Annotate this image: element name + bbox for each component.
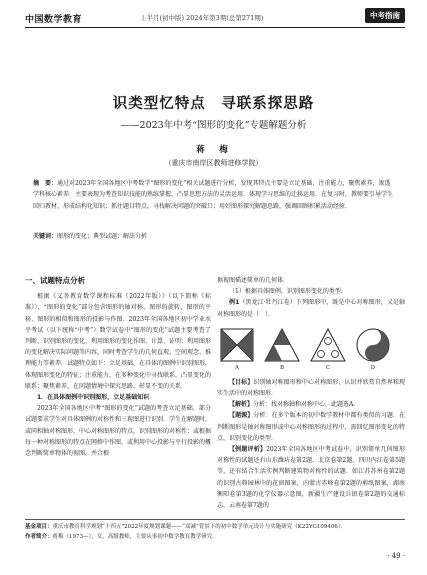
paragraph: 2023年全国各地区中考“图形的变化”试题的考查立足基础．部分试题要求学生对具体图例的对称性和三视图进行识别．学生在解题时，或同相轴对称图形、中心对称图形的特点，识别图形的对称性；或根据每一种对称图形的特点在网格中作图，或利用中心投影与平行投影的概念判断简单物体的视图，并合根 — [25, 405, 212, 458]
footnote-rule — [25, 519, 405, 520]
keywords-text: 图形的变化；典型试题；解法分析 — [57, 233, 148, 240]
issue-info: 上半月(初中版) 2024年第3期(总第271期) — [140, 14, 264, 22]
header-rule — [25, 27, 405, 28]
figure-option-a — [219, 327, 255, 374]
author-info-label: 作者简介： — [25, 533, 53, 540]
target-label: 【目标】 — [229, 378, 254, 386]
target-text: 识别轴对称图形和中心对称图形，认识并欣赏自然界和现实生活中的对称图形． — [217, 378, 405, 398]
example-text: 下列图形中，既是中心对称图形，又是轴对称图形的是（ ）． — [217, 299, 405, 318]
analysis-label: 【解析】 — [229, 401, 254, 409]
analysis-text: 分析：找对称轴和对称中心，此题选A． — [253, 401, 360, 409]
figure-option-b — [263, 327, 301, 374]
example-label: 例1 — [229, 299, 240, 307]
target-paragraph — [217, 377, 405, 399]
abstract-label: 摘 要： — [33, 180, 58, 187]
figure-options — [219, 324, 405, 374]
section-heading: 一、试题特点分析 — [25, 276, 85, 285]
eval-text: 2023年全国各地区中考试卷中，识别简单几何图形对称性的试题还有山东潍坊卷第2题、北京卷第2题、四川内江卷第5题等，还有结合生活实例判断建筑物对称性的试题．如江苏苏州卷第2题的识别古典园林中的花窗图案，内蒙古赤峰卷第2题的剪纸图案，湖南衡阳卷第3题的化学仪器示意图，新疆生产建设兵团卷第2题的交通标志，云南卷第7题的 — [217, 446, 405, 510]
paragraph: （1）根据具体图例，识别图形变化的类型． — [229, 288, 347, 296]
page-number: · 49 · — [387, 552, 405, 560]
example-source: （黑龙江·牡丹江卷） — [239, 299, 296, 307]
author-name: 蒋 梅 — [196, 145, 231, 155]
circle-figure — [355, 327, 391, 363]
square-pinwheel-figure — [219, 327, 255, 363]
author-note — [25, 533, 405, 543]
author-affiliation: （重庆市南岸区教师进修学院） — [164, 159, 263, 167]
article-subtitle: ——2023年中考“图形的变化”专题解题分析 — [120, 120, 307, 131]
intent-label: 【题源】 — [229, 412, 254, 420]
option-label: C — [325, 364, 331, 371]
triangle-figure — [263, 327, 301, 363]
fund-text: 重庆市教育科学规划“十四五”2022年度规划课题——“双减”背景下的初中数学单元设计与实施研究（K22YG109406）． — [52, 524, 347, 530]
section-tag: 中考指南 — [365, 8, 405, 23]
paragraph: 根据《义务教育数学课程标准（2022年版）》（以下简称《标准》），“图形的变化”部分包含图形的轴对称、图形的旋转、图形的平移、图形的相似和图形的投影与作图．2023年全国各地区初中学业水平考试（以下统称“中考”）数学试卷中“图形的变化”试题主要考查了判断、识别图形的变化，利用图形的变化作图、计算、证明；利用图形的变化解决实际问题等内容，同时考查学生的几何直观、空间观念、推理能力等素养．试题特点如下：立足基础，在具体的图例中识别图形，体现图形变化的特征；注重能力，在多种变化中寻找联系，凸显变化的联系；聚焦素养，在问题情境中探究思路，彰显不变的关系． — [25, 293, 212, 390]
right-column — [217, 275, 405, 511]
left-column — [25, 275, 211, 459]
eval-paragraph — [217, 444, 405, 511]
intent-text: 分析：在多个版本的初中数学教材中都有类似的习题．在判断图形是轴对称图形或中心对称图形的过程中，需回忆图形变化的特点，识别变化的类型． — [217, 412, 405, 442]
fund-note — [25, 523, 405, 533]
subsection-heading: 1．在具体图例中识别图形，立足基础知识 — [37, 394, 150, 402]
example-1 — [217, 297, 405, 319]
author-info-text: 蒋梅（1973—），女，高级教师，主要从事初中数学教育教学研究． — [52, 533, 218, 540]
keywords — [33, 231, 395, 240]
option-label: B — [279, 364, 285, 371]
abstract — [33, 178, 395, 212]
figure-option-d — [355, 327, 391, 374]
intent-paragraph — [217, 410, 405, 444]
figure-option-c — [309, 327, 347, 374]
triangle-circles-figure — [309, 327, 347, 363]
abstract-text: 通过对2023年全国各地区中考数学“图形的变化”相关试题进行分析，发现其特点主要是立足基础，注重能力，聚焦素养，渗透学科核心素养．主要表现为考查知识技能的熟练掌握，凸显思想方法的灵活运用．体现学习思维的迁移运用．在复习时，教师要引导学生回归教材，形成结构化知识；抓住题目特点，寻找解决问题的突破口；用好图形探究解题思路，强调回顾积累活动经验． — [33, 180, 394, 210]
paragraph: 据视图描述简单的几何体． — [217, 277, 290, 284]
option-label: A — [235, 364, 239, 371]
article-title: 识类型忆特点 寻联系探思路 — [112, 96, 315, 112]
analysis-paragraph — [217, 399, 405, 410]
option-label: D — [370, 364, 376, 371]
footnote — [25, 523, 405, 542]
fund-label: 基金项目： — [25, 524, 53, 530]
keywords-label: 关键词： — [33, 233, 58, 240]
journal-name: 中国数学教育 — [25, 15, 83, 25]
eval-label: 【例题评析】 — [229, 446, 267, 454]
